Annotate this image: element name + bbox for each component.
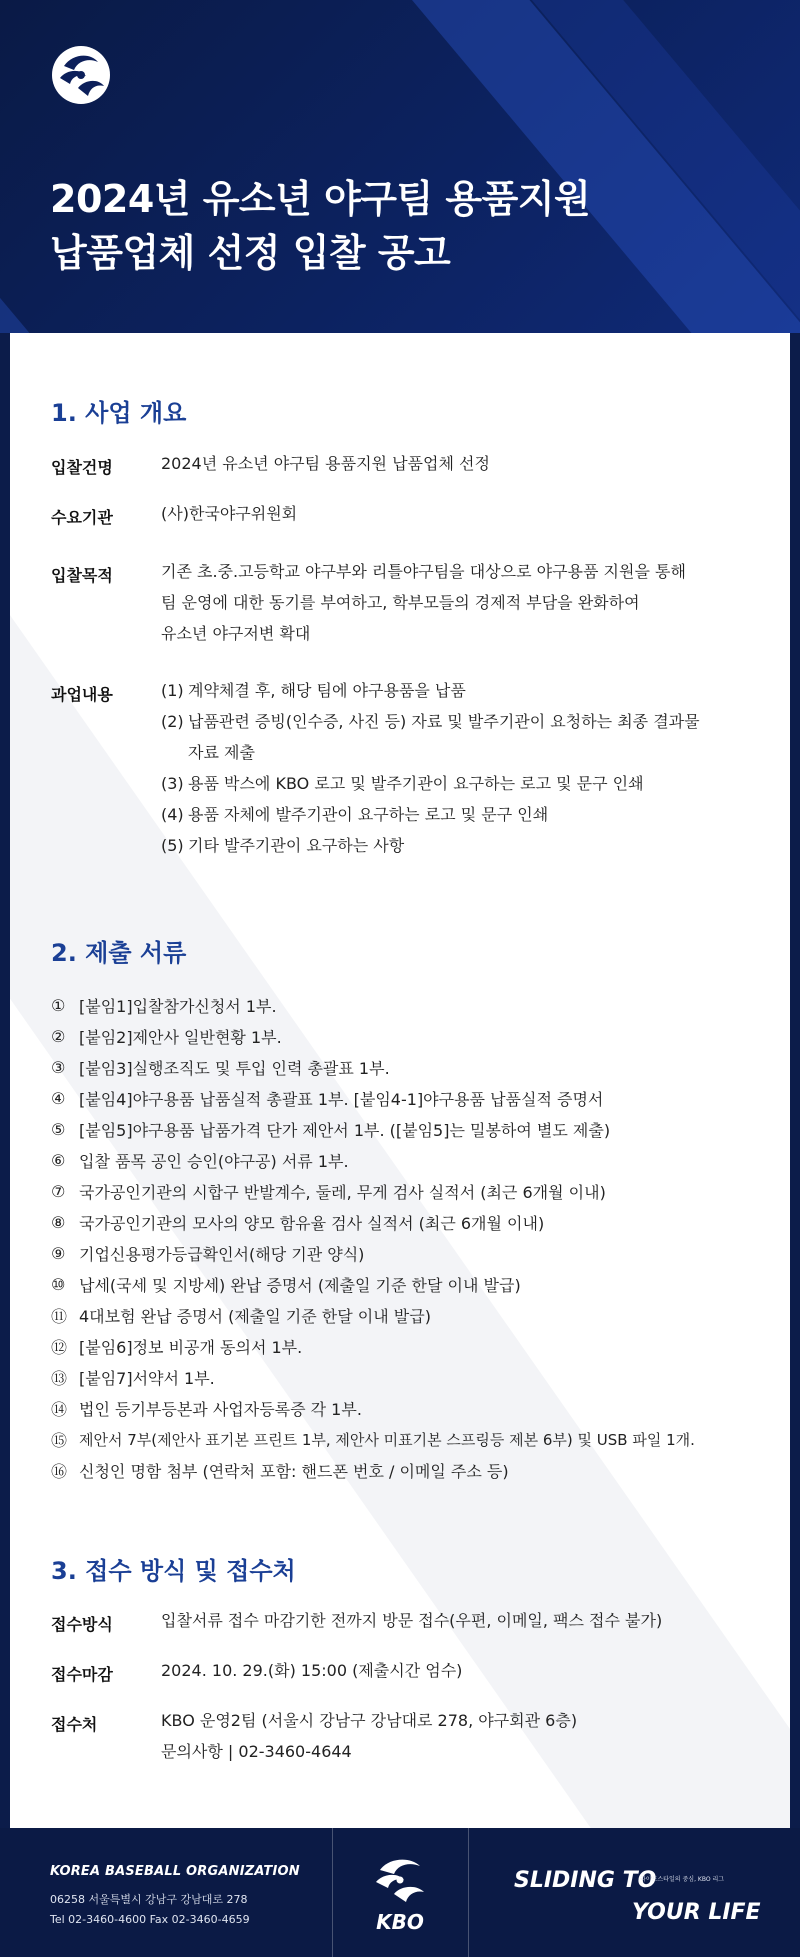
label-submission-method: 접수방식 [51,1615,113,1634]
item-text: [붙임5]야구용품 납품가격 단가 제안서 1부. ([붙임5]는 밀봉하여 별도 제출) [79,1121,611,1140]
list-item [51,1269,695,1300]
task-number: (4) [161,805,184,824]
text-line: 기존 초.중.고등학교 야구부와 리틀야구팀을 대상으로 야구용품 지원을 통해 [161,562,686,581]
footer-divider [468,1828,469,1957]
list-item [51,1393,695,1424]
page-title [50,172,590,280]
label-tasks: 과업내용 [51,685,113,704]
notice-content [10,333,790,1828]
task-number: (2) [161,712,184,731]
footer [0,1828,800,1957]
section-title-overview: 1. 사업 개요 [51,399,187,427]
address-line: 06258 서울특별시 강남구 강남대로 278 [50,1893,248,1906]
slogan-line: YOUR LIFE [632,1900,761,1925]
section-title-documents: 2. 제출 서류 [51,939,187,967]
item-number: ① [51,996,66,1015]
list-item [51,1145,695,1176]
slogan-line: SLIDING TO [514,1868,657,1893]
title-line: 2024년 유소년 야구팀 용품지원 [50,177,591,221]
item-number: ⑤ [51,1120,66,1139]
item-number: ⑯ [51,1462,68,1481]
text-line: KBO 운영2팀 (서울시 강남구 강남대로 278, 야구회관 6층) [161,1711,578,1730]
list-item [51,1114,695,1145]
item-text: 기업신용평가등급확인서(해당 기관 양식) [79,1245,365,1264]
label-bid-name: 입찰건명 [51,458,113,477]
section-title-submission: 3. 접수 방식 및 접수처 [51,1557,296,1585]
item-number: ⑭ [51,1400,68,1419]
text-line: 2024년 유소년 야구팀 용품지원 납품업체 선정 [161,454,490,473]
footer-divider [332,1828,333,1957]
value-demand-org [161,498,297,529]
list-item [51,1083,695,1114]
list-item [51,1238,695,1269]
list-item [51,1207,695,1238]
document-list [51,990,695,1486]
list-item [51,1052,695,1083]
item-number: ⑮ [51,1431,68,1450]
value-deadline: 2024. 10. 29.(화) 15:00 (제출시간 엄수) [161,1661,463,1680]
item-text: [붙임1]입찰참가신청서 1부. [79,997,277,1016]
task-text-continued: 자료 제출 [188,743,255,762]
list-item [51,1455,695,1486]
title-line: 납품업체 선정 입찰 공고 [50,231,451,275]
text-line: 유소년 야구저변 확대 [161,624,311,643]
item-number: ⑫ [51,1338,68,1357]
item-number: ⑥ [51,1151,66,1170]
value-submission-place [161,1705,577,1767]
value-bid-purpose [161,556,686,649]
contact-line: Tel 02-3460-4600 Fax 02-3460-4659 [50,1913,250,1926]
item-text: 국가공인기관의 시합구 반발계수, 둘레, 무게 검사 실적서 (최근 6개월 이내) [79,1183,606,1202]
kbo-emblem-icon [372,1854,428,1904]
task-list [161,675,700,861]
task-text: 납품관련 증빙(인수증, 사진 등) 자료 및 발주기관이 요청하는 최종 결과물 [188,712,700,731]
item-number: ⑪ [51,1307,68,1326]
item-text: 4대보험 완납 증명서 (제출일 기준 한달 이내 발급) [79,1307,431,1326]
list-item [51,1331,695,1362]
item-text: 법인 등기부등본과 사업자등록증 각 1부. [79,1400,362,1419]
item-text: [붙임2]제안사 일반현황 1부. [79,1028,282,1047]
item-number: ⑦ [51,1182,66,1201]
slogan-caption: 라이프스타일의 중심, KBO 리그 [640,1876,725,1883]
text-line: 팀 운영에 대한 동기를 부여하고, 학부모들의 경제적 부담을 완화하여 [161,593,640,612]
item-number: ④ [51,1089,66,1108]
task-text: 계약체결 후, 해당 팀에 야구용품을 납품 [188,681,466,700]
item-number: ③ [51,1058,66,1077]
list-item [51,1300,695,1331]
task-item [161,768,700,799]
label-deadline: 접수마감 [51,1665,113,1684]
task-text: 용품 박스에 KBO 로고 및 발주기관이 요구하는 로고 및 문구 인쇄 [188,774,644,793]
item-text: [붙임4]야구용품 납품실적 총괄표 1부. [붙임4-1]야구용품 납품실적 증명서 [79,1090,604,1109]
value-bid-name [161,448,490,479]
task-item [161,830,700,861]
org-name: KOREA BASEBALL ORGANIZATION [50,1864,300,1879]
item-text: 신청인 명함 첨부 (연락처 포함: 핸드폰 번호 / 이메일 주소 등) [79,1462,509,1481]
item-number: ⑨ [51,1244,66,1263]
list-item [51,1176,695,1207]
text-line: (사)한국야구위원회 [161,504,298,523]
task-item [161,799,700,830]
task-item [161,675,700,706]
header-banner [0,0,800,333]
task-number: (5) [161,836,184,855]
item-text: [붙임3]실행조직도 및 투입 인력 총괄표 1부. [79,1059,390,1078]
item-number: ⑩ [51,1275,66,1294]
item-text: 납세(국세 및 지방세) 완납 증명서 (제출일 기준 한달 이내 발급) [79,1276,521,1295]
item-number: ⑧ [51,1213,66,1232]
item-text: [붙임6]정보 비공개 동의서 1부. [79,1338,303,1357]
label-submission-place: 접수처 [51,1715,98,1734]
task-number: (3) [161,774,184,793]
kbo-wordmark: KBO [376,1910,424,1934]
footer-address [50,1890,250,1930]
label-bid-purpose: 입찰목적 [51,566,113,585]
item-text: 국가공인기관의 모사의 양모 함유율 검사 실적서 (최근 6개월 이내) [79,1214,545,1233]
task-text: 용품 자체에 발주기관이 요구하는 로고 및 문구 인쇄 [188,805,549,824]
kbo-emblem-icon [50,44,112,106]
task-text: 기타 발주기관이 요구하는 사항 [188,836,405,855]
task-item [161,706,700,737]
item-text: 입찰 품목 공인 승인(야구공) 서류 1부. [79,1152,349,1171]
value-submission-method: 입찰서류 접수 마감기한 전까지 방문 접수(우편, 이메일, 팩스 접수 불가) [161,1611,663,1630]
task-number: (1) [161,681,184,700]
list-item [51,1424,695,1455]
item-text: 제안서 7부(제안사 표기본 프린트 1부, 제안사 미표기본 스프링등 제본 6부) 및 USB 파일 1개. [79,1431,695,1449]
label-demand-org: 수요기관 [51,508,113,527]
item-number: ② [51,1027,66,1046]
list-item [51,990,695,1021]
list-item [51,1362,695,1393]
item-number: ⑬ [51,1369,68,1388]
item-text: [붙임7]서약서 1부. [79,1369,215,1388]
contact-line: 문의사항 | 02-3460-4644 [161,1742,352,1761]
list-item [51,1021,695,1052]
